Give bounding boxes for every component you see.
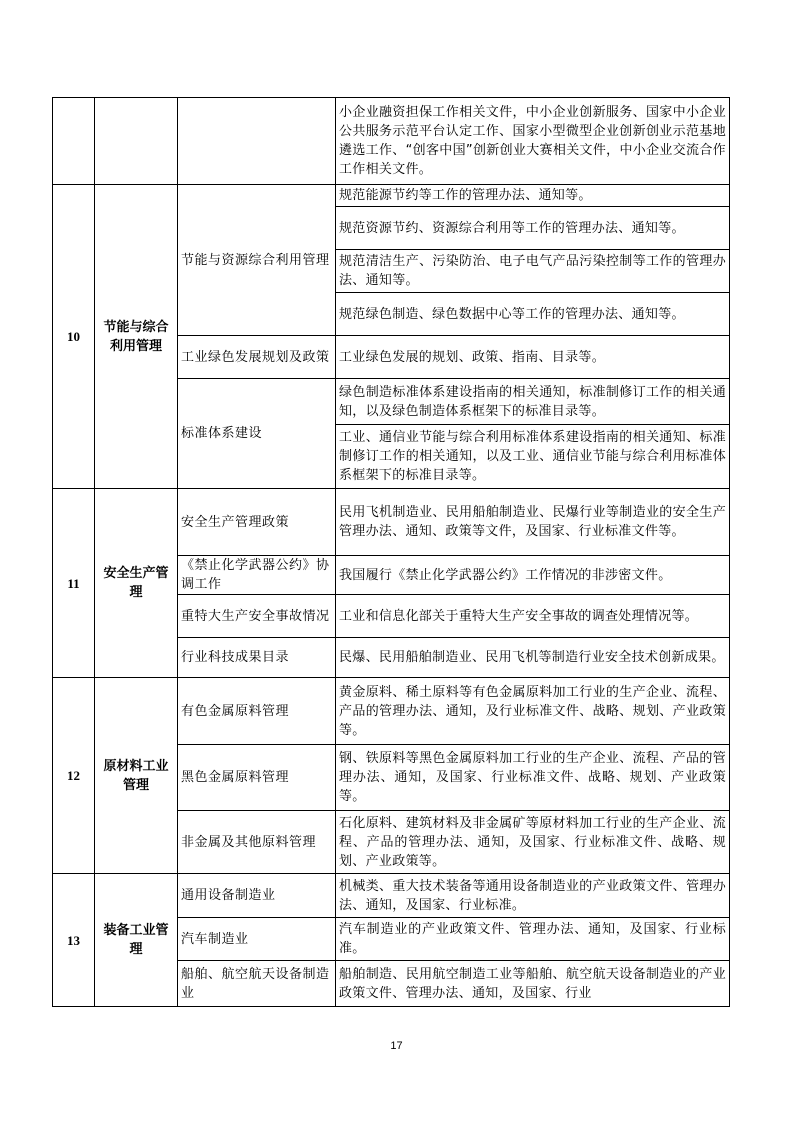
description-cell: 船舶制造、民用航空制造工业等船舶、航空航天设备制造业的产业政策文件、管理办法、通知，及国家、行业 xyxy=(336,961,730,1007)
item-number: 13 xyxy=(53,874,95,1007)
table-body xyxy=(53,98,730,1007)
description-cell: 规范清洁生产、污染防治、电子电气产品污染控制等工作的管理办法、通知等。 xyxy=(336,250,730,293)
description-cell: 机械类、重大技术装备等通用设备制造业的产业政策文件、管理办法、通知，及国家、行业标准。 xyxy=(336,874,730,918)
subcategory-name: 船舶、航空航天设备制造业 xyxy=(178,961,336,1007)
table-row xyxy=(53,185,730,207)
classification-table xyxy=(52,97,730,1007)
subcategory-name: 黑色金属原料管理 xyxy=(178,745,336,811)
subcategory-name: 有色金属原料管理 xyxy=(178,678,336,745)
table-row xyxy=(53,874,730,918)
item-number: 10 xyxy=(53,185,95,489)
subcategory-name: 行业科技成果目录 xyxy=(178,638,336,678)
subcategory-name: 通用设备制造业 xyxy=(178,874,336,918)
subcategory-name xyxy=(178,98,336,185)
description-cell: 民爆、民用船舶制造业、民用飞机等制造行业安全技术创新成果。 xyxy=(336,638,730,678)
item-number: 11 xyxy=(53,489,95,678)
category-name: 安全生产管理 xyxy=(95,489,178,678)
description-cell: 小企业融资担保工作相关文件，中小企业创新服务、国家中小企业公共服务示范平台认定工作、国家小型微型企业创新创业示范基地遴选工作、“创客中国”创新创业大赛相关文件，中小企业交流合作工作相关文件。 xyxy=(336,98,730,185)
subcategory-name: 节能与资源综合利用管理 xyxy=(178,185,336,336)
description-cell: 黄金原料、稀土原料等有色金属原料加工行业的生产企业、流程、产品的管理办法、通知，及行业标准文件、战略、规划、产业政策等。 xyxy=(336,678,730,745)
subcategory-name: 汽车制造业 xyxy=(178,918,336,961)
item-number: 12 xyxy=(53,678,95,874)
description-cell: 石化原料、建筑材料及非金属矿等原材料加工行业的生产企业、流程、产品的管理办法、通知，及国家、行业标准文件、战略、规划、产业政策等。 xyxy=(336,811,730,874)
description-cell: 工业绿色发展的规划、政策、指南、目录等。 xyxy=(336,336,730,379)
description-cell: 规范能源节约等工作的管理办法、通知等。 xyxy=(336,185,730,207)
description-cell: 钢、铁原料等黑色金属原料加工行业的生产企业、流程、产品的管理办法、通知，及国家、行业标准文件、战略、规划、产业政策等。 xyxy=(336,745,730,811)
description-cell: 汽车制造业的产业政策文件、管理办法、通知，及国家、行业标准。 xyxy=(336,918,730,961)
item-number xyxy=(53,98,95,185)
description-cell: 工业、通信业节能与综合利用标准体系建设指南的相关通知、标准制修订工作的相关通知，以及工业、通信业节能与综合利用标准体系框架下的标准目录等。 xyxy=(336,425,730,489)
description-cell: 绿色制造标准体系建设指南的相关通知，标准制修订工作的相关通知，以及绿色制造体系框架下的标准目录等。 xyxy=(336,379,730,425)
description-cell: 工业和信息化部关于重特大生产安全事故的调查处理情况等。 xyxy=(336,595,730,638)
page-number: 17 xyxy=(390,1040,403,1052)
category-name xyxy=(95,98,178,185)
table-row xyxy=(53,678,730,745)
description-cell: 规范资源节约、资源综合利用等工作的管理办法、通知等。 xyxy=(336,207,730,250)
category-name: 装备工业管理 xyxy=(95,874,178,1007)
description-cell: 我国履行《禁止化学武器公约》工作情况的非涉密文件。 xyxy=(336,556,730,595)
subcategory-name: 安全生产管理政策 xyxy=(178,489,336,556)
subcategory-name: 工业绿色发展规划及政策 xyxy=(178,336,336,379)
description-cell: 规范绿色制造、绿色数据中心等工作的管理办法、通知等。 xyxy=(336,293,730,336)
subcategory-name: 重特大生产安全事故情况 xyxy=(178,595,336,638)
category-name: 节能与综合利用管理 xyxy=(95,185,178,489)
table-row xyxy=(53,489,730,556)
table-row xyxy=(53,98,730,185)
subcategory-name: 标准体系建设 xyxy=(178,379,336,489)
description-cell: 民用飞机制造业、民用船舶制造业、民爆行业等制造业的安全生产管理办法、通知、政策等文件，及国家、行业标准文件等。 xyxy=(336,489,730,556)
category-name: 原材料工业管理 xyxy=(95,678,178,874)
subcategory-name: 非金属及其他原料管理 xyxy=(178,811,336,874)
subcategory-name: 《禁止化学武器公约》协调工作 xyxy=(178,556,336,595)
